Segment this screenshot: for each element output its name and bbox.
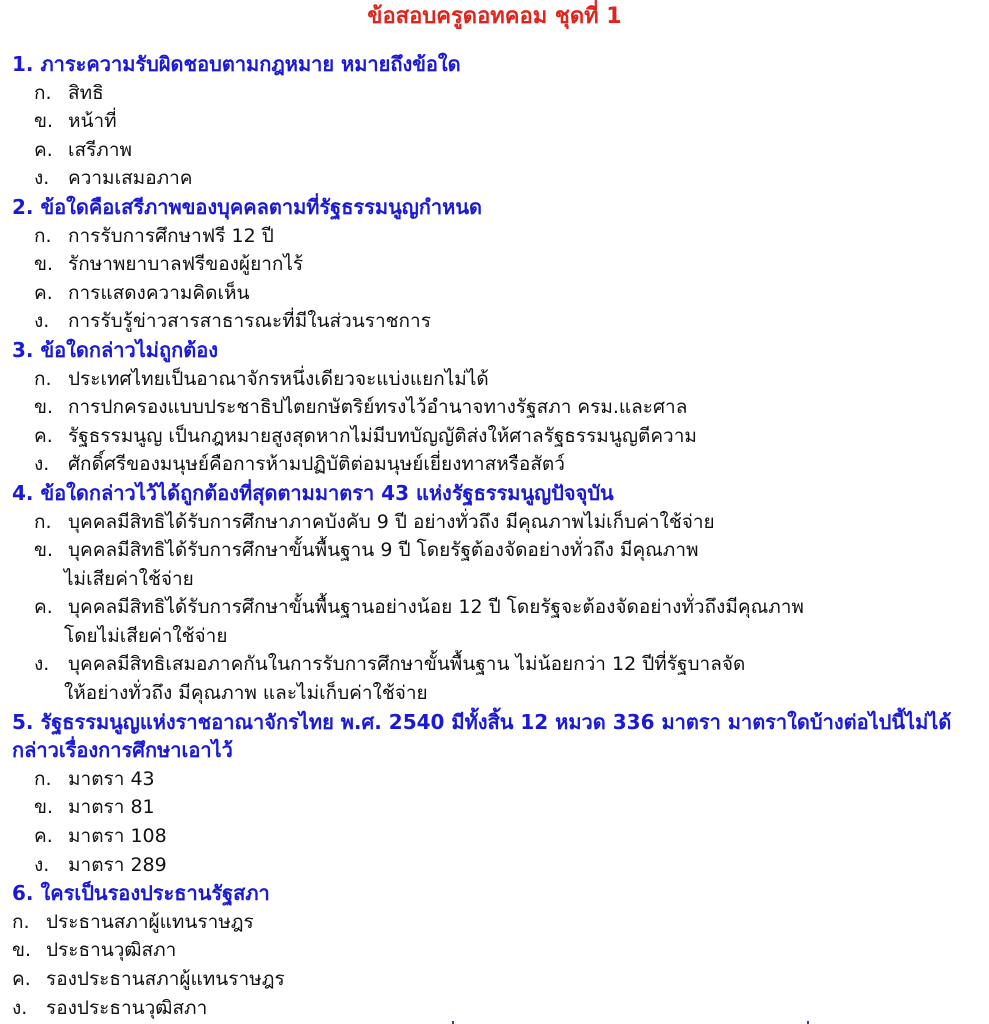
answer-option <box>12 450 982 479</box>
question-item <box>12 193 982 336</box>
option-text: การปกครองแบบประชาธิปไตยกษัตริย์ทรงไว้อำนาจทางรัฐสภา ครม.และศาล <box>68 396 688 419</box>
option-letter: ก. <box>34 510 52 533</box>
option-letter: ก. <box>34 767 52 790</box>
answer-option <box>12 908 982 937</box>
question-text: 1. ภาระความรับผิดชอบตามกฎหมาย หมายถึงข้อใด <box>12 52 461 76</box>
option-letter: ค. <box>34 281 53 304</box>
question-list <box>12 50 982 1022</box>
option-text: มาตรา 108 <box>68 825 167 848</box>
page-title: ข้อสอบครูดอทคอม ชุดที่ 1 <box>367 4 622 29</box>
option-text: ศักดิ์ศรีของมนุษย์คือการห้ามปฏิบัติต่อมนุษย์เยี่ยงทาสหรือสัตว์ <box>68 453 565 476</box>
option-letter: ง. <box>34 653 50 676</box>
answer-option <box>12 107 982 136</box>
option-text: หน้าที่ <box>68 110 117 133</box>
bottom-edge-marks <box>0 1020 989 1024</box>
option-letter: ก. <box>34 224 52 247</box>
option-text: บุคคลมีสิทธิได้รับการศึกษาขั้นพื้นฐานอย่างน้อย 12 ปี โดยรัฐจะต้องจัดอย่างทั่วถึงมีคุณภาพ <box>68 596 804 619</box>
option-text: เสรีภาพ <box>68 138 133 161</box>
option-text: ประธานวุฒิสภา <box>46 939 177 962</box>
option-text: มาตรา 43 <box>68 767 155 790</box>
option-text: บุคคลมีสิทธิได้รับการศึกษาขั้นพื้นฐาน 9 ปี โดยรัฐต้องจัดอย่างทั่วถึง มีคุณภาพ <box>68 539 699 562</box>
option-letter: ค. <box>34 825 53 848</box>
question-text: 3. ข้อใดกล่าวไม่ถูกต้อง <box>12 337 218 362</box>
option-letter: ง. <box>34 453 50 476</box>
question-text: 5. รัฐธรรมนูญแห่งราชอาณาจักรไทย พ.ศ. 2540 มีทั้งสิ้น 12 หมวด 336 มาตรา มาตราใดบ้างต่อไปนี้ไม่ได้กล่าวเรื่องการศึกษาเอาไว้ <box>12 709 952 763</box>
question-item <box>12 336 982 479</box>
question-item <box>12 708 982 880</box>
option-letter: ค. <box>34 424 53 447</box>
option-text: มาตรา 81 <box>68 796 155 819</box>
option-text: ประเทศไทยเป็นอาณาจักรหนึ่งเดียวจะแบ่งแยกไม่ได้ <box>68 367 489 390</box>
option-letter: ง. <box>34 310 50 333</box>
option-letter: ข. <box>12 939 32 962</box>
answer-option <box>12 365 982 394</box>
question-item <box>12 479 982 708</box>
answer-option <box>12 965 982 994</box>
option-letter: ข. <box>34 539 54 562</box>
option-letter: ง. <box>34 167 50 190</box>
answer-options <box>12 508 982 708</box>
question-text: 4. ข้อใดกล่าวไว้ได้ถูกต้องที่สุดตามมาตรา 43 แห่งรัฐธรรมนูญปัจจุบัน <box>12 480 614 505</box>
answer-option <box>12 936 982 965</box>
question-text: 2. ข้อใดคือเสรีภาพของบุคคลตามที่รัฐธรรมนูญกำหนด <box>12 194 482 219</box>
answer-option <box>12 222 982 251</box>
option-letter: ง. <box>34 853 50 876</box>
option-text: รักษาพยาบาลฟรีของผู้ยากไร้ <box>68 253 304 276</box>
answer-options <box>12 222 982 336</box>
question-item <box>12 50 982 193</box>
answer-options <box>12 765 982 879</box>
answer-option <box>12 136 982 165</box>
answer-option <box>12 307 982 336</box>
option-letter: ข. <box>34 396 54 419</box>
option-letter: ข. <box>34 796 54 819</box>
answer-option <box>12 593 982 650</box>
option-text: รองประธานวุฒิสภา <box>46 996 208 1019</box>
option-letter: ข. <box>34 110 54 133</box>
option-letter: ก. <box>12 910 30 933</box>
option-letter: ค. <box>34 138 53 161</box>
answer-option <box>12 422 982 451</box>
option-text-continuation: โดยไม่เสียค่าใช้จ่าย <box>64 624 228 647</box>
option-text: การรับรู้ข่าวสารสาธารณะที่มีในส่วนราชการ <box>68 310 431 333</box>
option-letter: ค. <box>12 968 31 990</box>
option-letter: ง. <box>12 996 28 1019</box>
option-text: ความเสมอภาค <box>68 167 193 190</box>
answer-options <box>12 79 982 193</box>
question-text: 6. ใครเป็นรองประธานรัฐสภา <box>12 881 270 906</box>
option-letter: ข. <box>34 253 54 276</box>
option-text: บุคคลมีสิทธิเสมอภาคกันในการรับการศึกษาขั้นพื้นฐาน ไม่น้อยกว่า 12 ปีที่รัฐบาลจัด <box>68 653 746 676</box>
answer-option <box>12 650 982 707</box>
option-text: มาตรา 289 <box>68 853 167 876</box>
option-letter: ค. <box>34 596 53 619</box>
option-text-continuation: ให้อย่างทั่วถึง มีคุณภาพ และไม่เก็บค่าใช้จ่าย <box>64 682 428 705</box>
option-text: รองประธานสภาผู้แทนราษฎร <box>46 968 285 990</box>
answer-option <box>12 822 982 851</box>
question-item <box>12 879 982 1022</box>
answer-option <box>12 279 982 308</box>
answer-option <box>12 250 982 279</box>
answer-option <box>12 79 982 108</box>
answer-option <box>12 994 982 1023</box>
option-letter: ก. <box>34 81 52 104</box>
option-text: ประธานสภาผู้แทนราษฎร <box>46 910 254 933</box>
answer-option <box>12 793 982 822</box>
answer-option <box>12 851 982 880</box>
option-letter: ก. <box>34 367 52 390</box>
option-text: การรับการศึกษาฟรี 12 ปี <box>68 224 274 247</box>
answer-option <box>12 765 982 794</box>
option-text: สิทธิ <box>68 81 104 104</box>
answer-options <box>12 908 982 1022</box>
option-text: การแสดงความคิดเห็น <box>68 281 250 304</box>
answer-option <box>12 164 982 193</box>
answer-options <box>12 365 982 479</box>
option-text: รัฐธรรมนูญ เป็นกฎหมายสูงสุดหากไม่มีบทบัญญัติส่งให้ศาลรัฐธรรมนูญตีความ <box>68 424 697 447</box>
answer-option <box>12 508 982 537</box>
answer-option <box>12 393 982 422</box>
option-text-continuation: ไม่เสียค่าใช้จ่าย <box>64 567 194 590</box>
answer-option <box>12 536 982 593</box>
option-text: บุคคลมีสิทธิได้รับการศึกษาภาคบังคับ 9 ปี อย่างทั่วถึง มีคุณภาพไม่เก็บค่าใช้จ่าย <box>68 510 715 533</box>
